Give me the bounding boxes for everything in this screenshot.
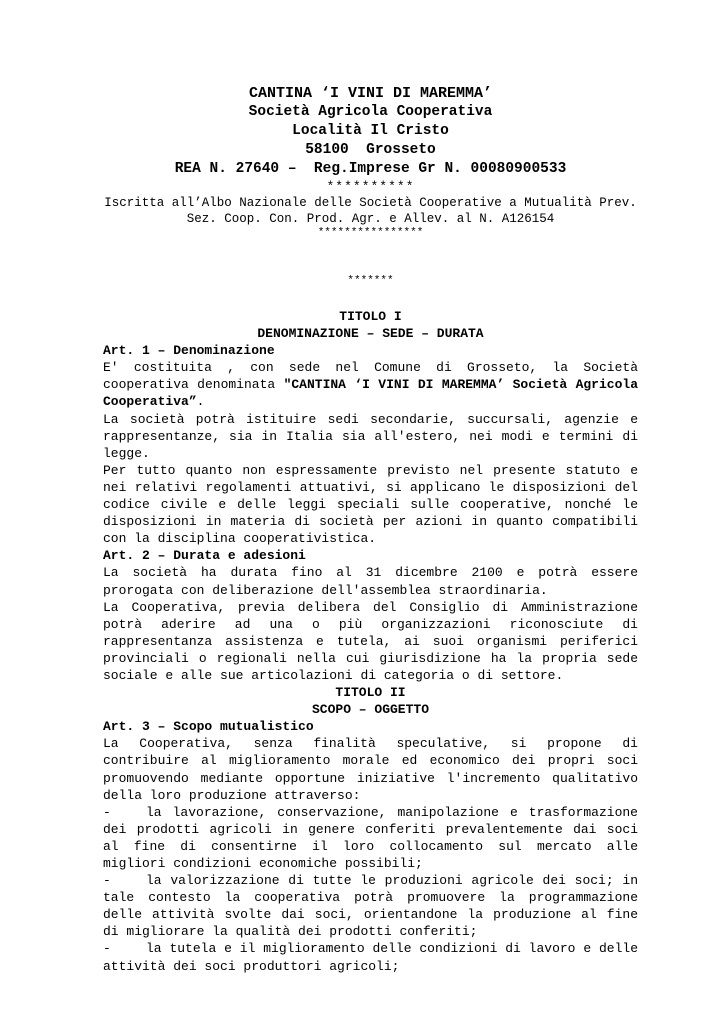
- company-subtitle: Società Agricola Cooperativa: [248, 104, 493, 120]
- list-item-text: la tutela e il miglioramento delle condizioni di lavoro e delle attività dei soci produttori agricoli;: [103, 941, 638, 974]
- statute-body: [103, 308, 638, 975]
- article-paragraph: La Cooperativa, senza finalità speculative, si propone di contribuire al miglioramento morale ed economico dei propri soci promuovendo mediante opportune iniziative l'incremento qualitativo della loro produzione attraverso:: [103, 736, 638, 803]
- albo-line-1: Iscritta all’Albo Nazionale delle Società Cooperative a Mutualità Prev.: [104, 196, 637, 210]
- company-city: 58100 Grosseto: [305, 142, 436, 158]
- dash-marker: -: [103, 941, 111, 957]
- stars-divider: ****************: [317, 227, 424, 239]
- article-paragraph: La Cooperativa, previa delibera del Consiglio di Amministrazione potrà aderire ad una o più organizzazioni riconosciute di rappresentanza assistenza e tutela, ai suoi organismi periferici provinciali o regionali nella cui giurisdizione ha la propria sede sociale e alle sue articolazioni di categoria o di settore.: [103, 599, 638, 683]
- stars-divider: **********: [326, 179, 415, 194]
- article-heading: Art. 3 – Scopo mutualistico: [103, 719, 314, 735]
- article-paragraph: Per tutto quanto non espressamente previsto nel presente statuto e nei relativi regolamenti attuativi, si applicano le disposizioni del codice civile e delle leggi speciali sulle cooperative, nonché le disposizioni in materia di società per azioni in quanto compatibili con la disciplina cooperativistica.: [103, 462, 638, 547]
- titolo-heading: SCOPO – OGGETTO: [311, 702, 430, 718]
- paragraph-text: E' costituita , con sede nel Comune di Grosseto, la Società cooperativa denominata: [103, 360, 638, 393]
- article-heading: Art. 2 – Durata e adesioni: [103, 548, 306, 564]
- list-item-text: la lavorazione, conservazione, manipolazione e trasformazione dei prodotti agricoli in genere conferiti prevalentemente dai soci al fine di consentirne il loro collocamento sul mercato alle migliori condizioni economiche possibili;: [103, 804, 638, 871]
- albo-line-2: Sez. Coop. Con. Prod. Agr. e Allev. al N. A126154: [186, 212, 555, 226]
- paragraph-text: .: [196, 394, 205, 410]
- company-title: CANTINA ‘I VINI DI MAREMMA’: [248, 85, 493, 102]
- article-heading: Art. 1 – Denominazione: [103, 343, 275, 359]
- article-paragraph: La società potrà istituire sedi secondarie, succursali, agenzie e rappresentanze, sia in Italia sia all'estero, nei modi e termini di legge.: [103, 411, 638, 461]
- company-locality: Località Il Cristo: [292, 123, 449, 139]
- titolo-heading: DENOMINAZIONE – SEDE – DURATA: [257, 326, 484, 342]
- article-paragraph: [103, 359, 638, 410]
- titolo-label: TITOLO I: [339, 309, 402, 324]
- article-paragraph: La società ha durata fino al 31 dicembre 2100 e potrà essere prorogata con deliberazione dell'assemblea straordinaria.: [103, 565, 638, 598]
- document-page: [103, 84, 638, 975]
- titolo-label: TITOLO II: [335, 685, 406, 701]
- company-registry: REA N. 27640 – Reg.Imprese Gr N. 00080900533: [174, 161, 567, 177]
- stars-divider: *******: [347, 275, 394, 287]
- list-item: [103, 872, 638, 940]
- list-item: [103, 940, 638, 974]
- list-item-text: la valorizzazione di tutte le produzioni agricole dei soci; in tale contesto la cooperativa potrà promuovere la programmazione delle attività svolte dai soci, orientandone la produzione al fine di migliorare la qualità dei prodotti conferiti;: [103, 873, 638, 940]
- dash-marker: -: [103, 804, 111, 820]
- list-item: [103, 804, 638, 872]
- company-name-bold: "CANTINA ‘I VINI DI MAREMMA’ Società Agricola Cooperativa”: [103, 377, 638, 410]
- dash-marker: -: [103, 873, 111, 889]
